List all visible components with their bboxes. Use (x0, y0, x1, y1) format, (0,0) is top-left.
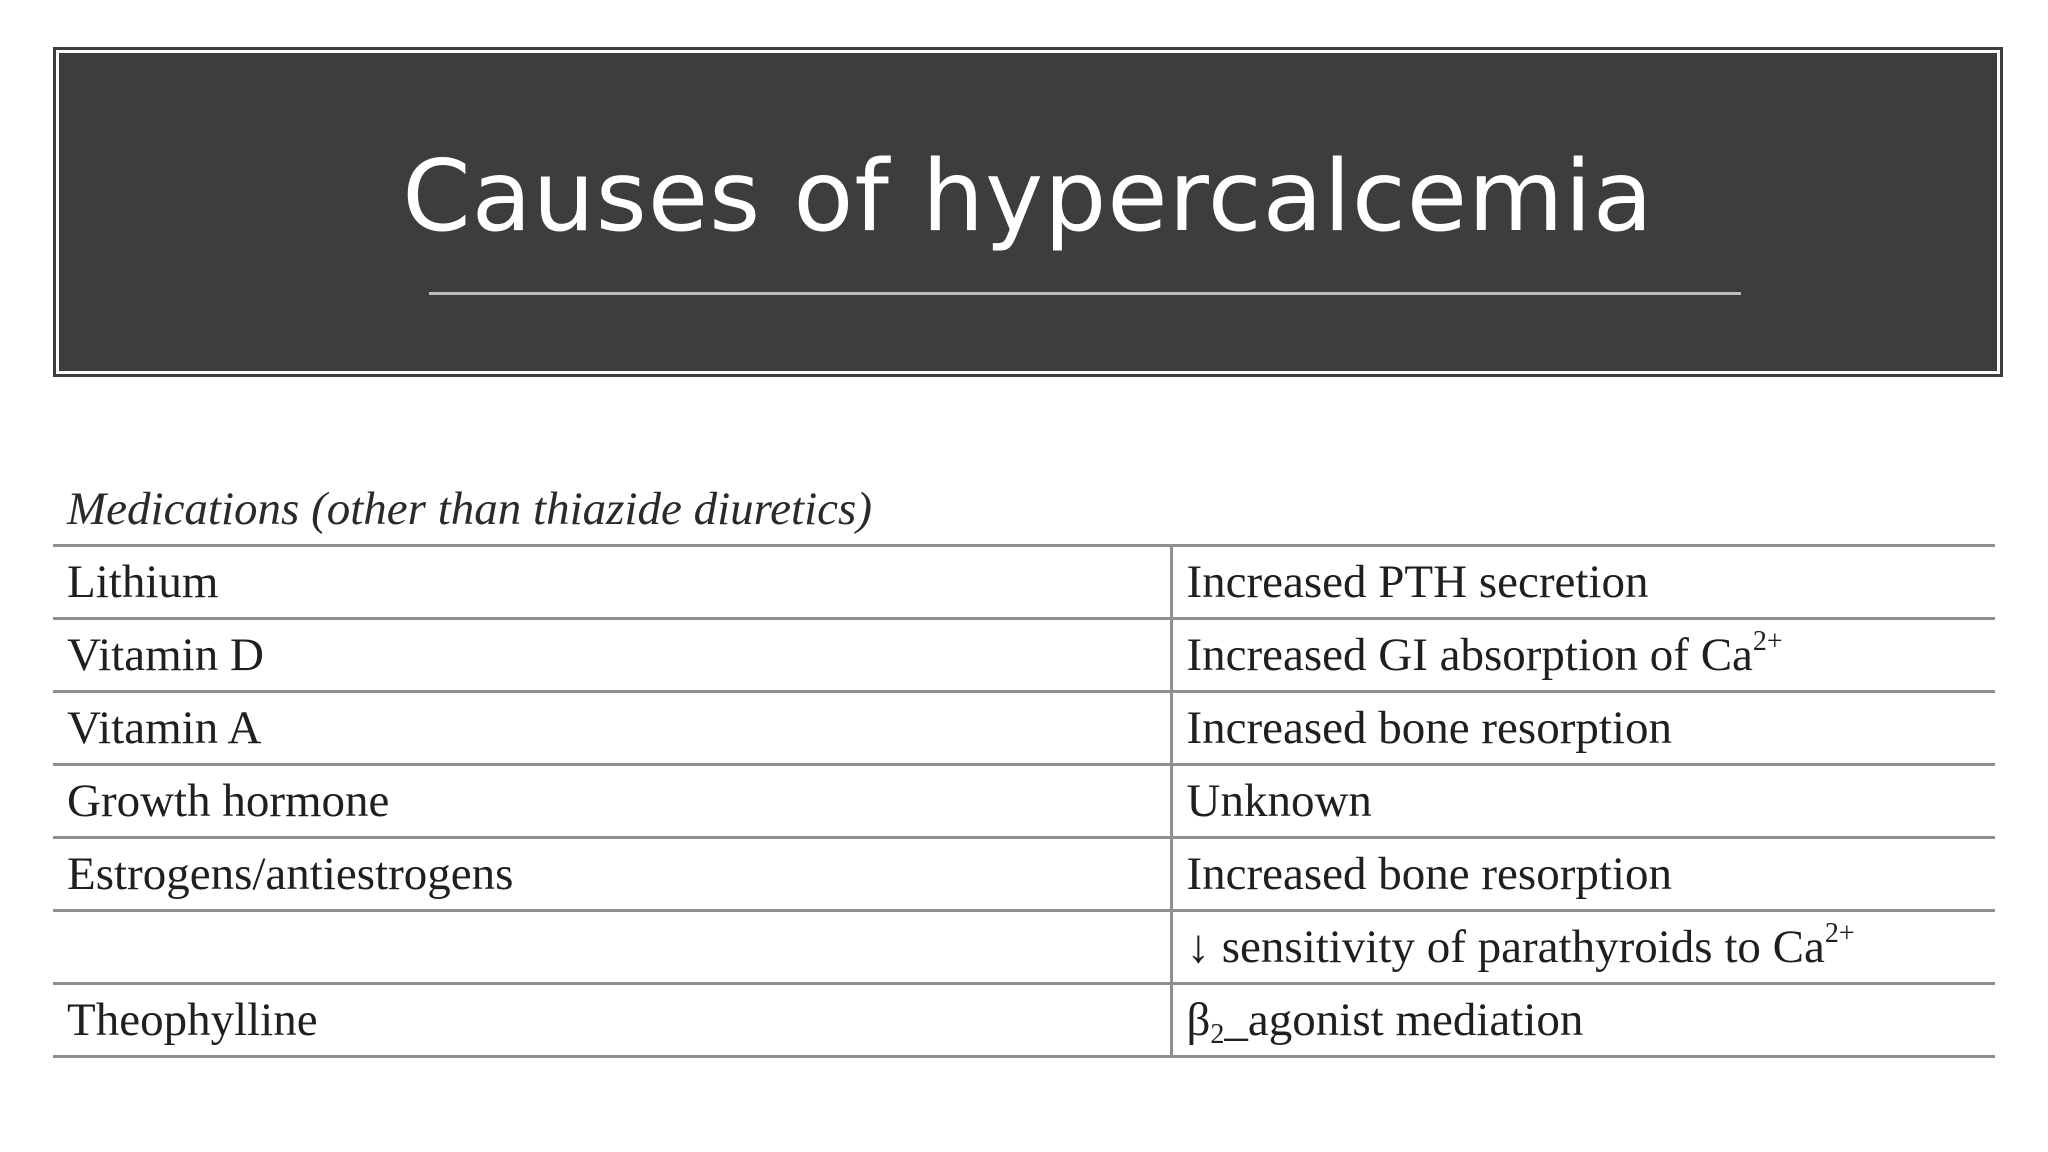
table-row (53, 546, 1995, 619)
medications-table-section (53, 474, 1995, 1058)
table-row (53, 838, 1995, 911)
drug-cell: Growth hormone (53, 765, 1171, 838)
table-row (53, 619, 1995, 692)
mechanism-text: Increased bone resorption (1186, 702, 1672, 754)
title-banner (53, 47, 2003, 377)
table-row (53, 765, 1995, 838)
mechanism-cell (1171, 911, 1995, 984)
mechanism-cell (1171, 619, 1995, 692)
table-caption: Medications (other than thiazide diuretics) (67, 483, 872, 535)
ion-charge: 2+ (1752, 626, 1783, 657)
drug-cell: Lithium (53, 546, 1171, 619)
mechanism-text: Increased bone resorption (1186, 848, 1672, 900)
medications-table (53, 544, 1995, 1058)
drug-cell: Vitamin A (53, 692, 1171, 765)
title-underline (429, 292, 1741, 295)
mechanism-cell (1171, 546, 1995, 619)
mechanism-cell (1171, 692, 1995, 765)
mechanism-cell (1171, 984, 1995, 1057)
slide-title: Causes of hypercalcemia (402, 140, 1654, 254)
mechanism-cell (1171, 838, 1995, 911)
drug-cell (53, 911, 1171, 984)
table-row (53, 984, 1995, 1057)
mechanism-text: Increased PTH secretion (1186, 556, 1649, 608)
drug-cell: Theophylline (53, 984, 1171, 1057)
beta-symbol: β (1186, 994, 1211, 1046)
ion-charge: 2+ (1824, 918, 1855, 949)
beta-subscript: 2 (1210, 1019, 1225, 1050)
table-row (53, 692, 1995, 765)
table-row (53, 911, 1995, 984)
drug-cell: Estrogens/antiestrogens (53, 838, 1171, 911)
mechanism-text: Increased GI absorption of Ca (1186, 629, 1753, 681)
mechanism-text: Unknown (1186, 775, 1372, 827)
mechanism-text: ↓ sensitivity of parathyroids to Ca (1186, 921, 1825, 973)
drug-cell: Vitamin D (53, 619, 1171, 692)
mechanism-cell (1171, 765, 1995, 838)
mechanism-text: _agonist mediation (1224, 994, 1584, 1046)
